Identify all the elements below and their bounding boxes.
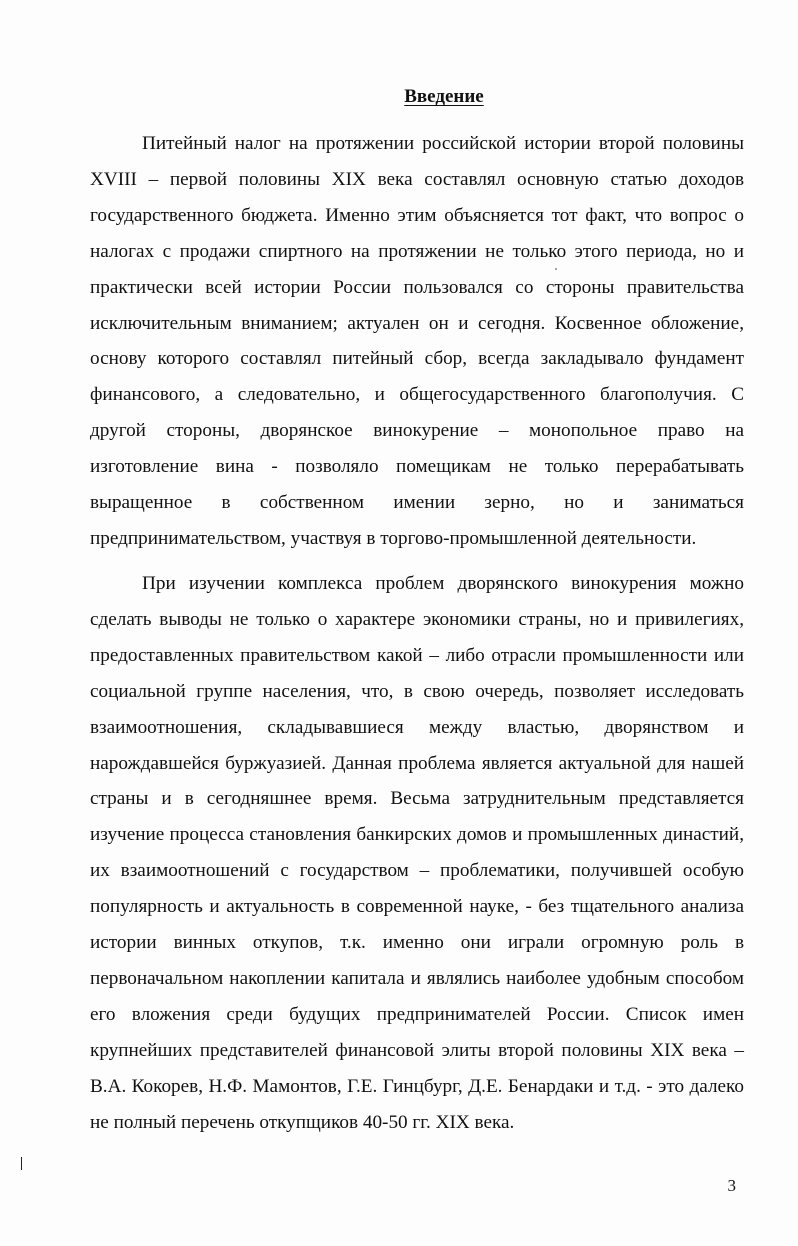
paragraph-text: Питейный налог на протяжении российской истории второй половины XVIII – первой половины XIX века составлял основную статью доходов государственного бюджета. Именно этим объясняется тот факт, что вопрос о налогах с продажи спиртного на протяжении не только этого периода, но и практически всей истории России пользовался со стороны правительства исключительным вниманием; актуален он и сегодня. Косвенное обложение, основу которого составлял питейный сбор, всегда закладывало фундамент финансового, а следовательно, и общегосударственного благополучия. С другой стороны, дворянское винокурение – монопольное право на изготовление вина - позволяло помещикам не только перерабатывать выращенное в собственном имении зерно, но и заниматься предпринимательством, участвуя в торгово-промышленной деятельности. xyxy=(90,133,744,549)
scan-margin-mark xyxy=(21,1157,22,1170)
page-number: 3 xyxy=(727,1176,736,1195)
paragraph-text: При изучении комплекса проблем дворянского винокурения можно сделать выводы не только о характере экономики страны, но и привилегиях, предоставленных правительством какой – либо отрасли промышленности или социальной группе населения, что, в свою очередь, позволяет исследовать взаимоотношения, складывавшиеся между властью, дворянством и нарождавшейся буржуазией. Данная проблема является актуальной для нашей страны и в сегодняшнее время. Весьма затруднительным представляется изучение процесса становления банкирских домов и промышленных династий, их взаимоотношений с государством – проблематики, получившей особую популярность и актуальность в современной науке, - без тщательного анализа истории винных откупов, т.к. именно они играли огромную роль в первоначальном накоплении капитала и являлись наиболее удобным способом его вложения среди будущих предпринимателей России. Список имен крупнейших представителей финансовой элиты второй половины XIX века – В.А. Кокорев, Н.Ф. Мамонтов, Г.Е. Гинцбург, Д.Е. Бенардаки и т.д. - это далеко не полный перечень откупщиков 40-50 гг. XIX века. xyxy=(90,573,744,1133)
section-title: Введение xyxy=(404,86,484,107)
body-paragraph-1 xyxy=(90,126,744,557)
scan-speck xyxy=(555,268,557,270)
body-paragraph-2 xyxy=(90,566,744,1141)
